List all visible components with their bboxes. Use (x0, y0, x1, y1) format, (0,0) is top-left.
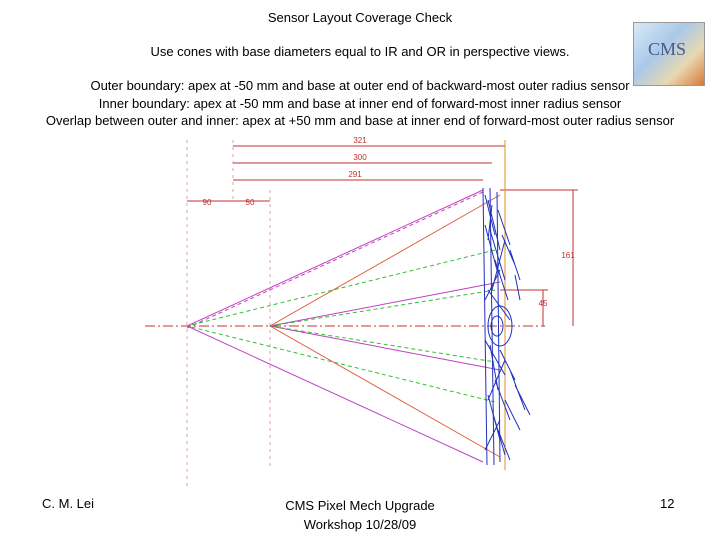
page-number: 12 (660, 496, 675, 511)
cms-logo-text: CMS (648, 39, 687, 59)
outer-boundary-description: Outer boundary: apex at -50 mm and base at outer end of backward-most outer radius sensor (90, 78, 630, 93)
dim-label-90: 90 (202, 198, 212, 207)
reference-lines (187, 140, 270, 490)
overlap-description: Overlap between outer and inner: apex at +50 mm and base at inner end of forward-most outer radius sensor (45, 113, 675, 128)
footer-event-line1: CMS Pixel Mech Upgrade (285, 498, 435, 513)
footer-author: C. M. Lei (42, 496, 95, 511)
dim-label-161: 161 (561, 251, 575, 260)
dim-label-50: 50 (245, 198, 255, 207)
dim-label-291: 291 (348, 170, 362, 179)
dim-label-321: 321 (353, 136, 367, 145)
sensor-modules-lower (485, 340, 530, 460)
slide-subtitle: Use cones with base diameters equal to IR and OR in perspective views. (150, 44, 570, 59)
inner-boundary-description: Inner boundary: apex at -50 mm and base at inner end of forward-most inner radius sensor (98, 96, 622, 111)
dim-label-300: 300 (353, 153, 367, 162)
inner-boundary-cone (187, 250, 495, 402)
footer-event (0, 496, 720, 534)
footer-event-line2: Workshop 10/28/09 (303, 517, 417, 532)
dim-label-45: 45 (538, 299, 548, 308)
outer-boundary-cone-shadow (187, 192, 483, 328)
slide-title: Sensor Layout Coverage Check (267, 10, 453, 25)
